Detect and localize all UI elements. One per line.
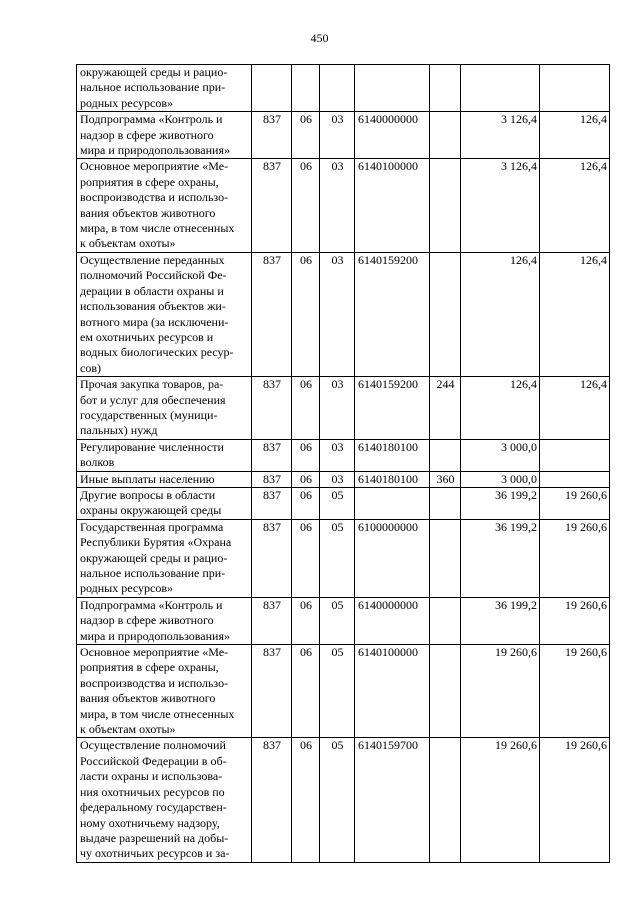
cell-amount-subvention bbox=[540, 471, 610, 487]
cell-admin-code: 837 bbox=[252, 738, 292, 862]
cell-target-article: 6140000000 bbox=[355, 597, 430, 644]
table-row bbox=[77, 471, 610, 487]
cell-name: Подпрограмма «Контроль и надзор в сфере животного мира и природопользования» bbox=[77, 597, 252, 644]
cell-admin-code: 837 bbox=[252, 252, 292, 376]
cell-amount-total: 36 199,2 bbox=[461, 519, 540, 597]
cell-subsection: 05 bbox=[320, 597, 355, 644]
table-body bbox=[77, 65, 610, 863]
cell-admin-code: 837 bbox=[252, 377, 292, 440]
cell-name: Осуществление переданных полномочий Российской Фе- дерации в области охраны и использования объектов жи- вотного мира (за исключени- ем охотничьих ресурсов и водных биологических ресур- сов) bbox=[77, 252, 252, 376]
cell-amount-subvention: 19 260,6 bbox=[540, 738, 610, 862]
page-number: 450 bbox=[310, 31, 329, 45]
cell-expense-type bbox=[430, 439, 461, 471]
cell-expense-type bbox=[430, 252, 461, 376]
cell-expense-type bbox=[430, 112, 461, 159]
cell-section: 06 bbox=[292, 471, 320, 487]
cell-name: Основное мероприятие «Ме- роприятия в сфере охраны, воспроизводства и использо- вания объектов животного мира, в том числе отнесенных к объектам охоты» bbox=[77, 645, 252, 738]
cell-section: 06 bbox=[292, 112, 320, 159]
cell-expense-type bbox=[430, 159, 461, 252]
cell-subsection: 05 bbox=[320, 519, 355, 597]
cell-expense-type bbox=[430, 597, 461, 644]
cell-section: 06 bbox=[292, 519, 320, 597]
cell-amount-subvention: 19 260,6 bbox=[540, 597, 610, 644]
cell-target-article: 6140159200 bbox=[355, 377, 430, 440]
cell-section: 06 bbox=[292, 645, 320, 738]
table-row bbox=[77, 519, 610, 597]
cell-amount-total bbox=[461, 65, 540, 112]
cell-expense-type bbox=[430, 519, 461, 597]
cell-amount-subvention: 126,4 bbox=[540, 377, 610, 440]
table-row bbox=[77, 597, 610, 644]
cell-subsection: 03 bbox=[320, 252, 355, 376]
cell-amount-total: 3 126,4 bbox=[461, 112, 540, 159]
cell-admin-code: 837 bbox=[252, 597, 292, 644]
cell-admin-code: 837 bbox=[252, 439, 292, 471]
cell-subsection: 03 bbox=[320, 439, 355, 471]
cell-admin-code: 837 bbox=[252, 112, 292, 159]
cell-target-article: 6140159200 bbox=[355, 252, 430, 376]
cell-target-article: 6140159700 bbox=[355, 738, 430, 862]
cell-amount-subvention: 126,4 bbox=[540, 252, 610, 376]
cell-section: 06 bbox=[292, 439, 320, 471]
cell-admin-code: 837 bbox=[252, 159, 292, 252]
cell-name: Подпрограмма «Контроль и надзор в сфере животного мира и природопользования» bbox=[77, 112, 252, 159]
cell-name: окружающей среды и рацио- нальное использование при- родных ресурсов» bbox=[77, 65, 252, 112]
cell-admin-code: 837 bbox=[252, 471, 292, 487]
cell-amount-subvention: 19 260,6 bbox=[540, 645, 610, 738]
cell-amount-subvention: 19 260,6 bbox=[540, 519, 610, 597]
cell-subsection: 03 bbox=[320, 159, 355, 252]
table-row bbox=[77, 487, 610, 519]
cell-subsection: 03 bbox=[320, 112, 355, 159]
cell-target-article: 6140100000 bbox=[355, 159, 430, 252]
cell-subsection: 05 bbox=[320, 738, 355, 862]
table-row bbox=[77, 112, 610, 159]
cell-expense-type: 244 bbox=[430, 377, 461, 440]
cell-section bbox=[292, 65, 320, 112]
budget-table bbox=[76, 64, 610, 863]
table-row bbox=[77, 159, 610, 252]
cell-target-article: 6140100000 bbox=[355, 645, 430, 738]
cell-amount-total: 3 000,0 bbox=[461, 439, 540, 471]
cell-target-article: 6140180100 bbox=[355, 439, 430, 471]
cell-target-article: 6140000000 bbox=[355, 112, 430, 159]
table-row bbox=[77, 645, 610, 738]
cell-amount-subvention bbox=[540, 65, 610, 112]
cell-section: 06 bbox=[292, 377, 320, 440]
cell-subsection: 03 bbox=[320, 377, 355, 440]
cell-name: Другие вопросы в области охраны окружающей среды bbox=[77, 487, 252, 519]
cell-amount-subvention: 126,4 bbox=[540, 112, 610, 159]
table-row bbox=[77, 65, 610, 112]
cell-admin-code: 837 bbox=[252, 519, 292, 597]
cell-name: Государственная программа Республики Бурятия «Охрана окружающей среды и рацио- нальное использование при- родных ресурсов» bbox=[77, 519, 252, 597]
cell-expense-type bbox=[430, 738, 461, 862]
cell-expense-type bbox=[430, 487, 461, 519]
cell-expense-type bbox=[430, 645, 461, 738]
cell-subsection: 03 bbox=[320, 471, 355, 487]
cell-name: Основное мероприятие «Ме- роприятия в сфере охраны, воспроизводства и использо- вания объектов животного мира, в том числе отнесенных к объектам охоты» bbox=[77, 159, 252, 252]
cell-admin-code bbox=[252, 65, 292, 112]
cell-section: 06 bbox=[292, 738, 320, 862]
cell-subsection: 05 bbox=[320, 487, 355, 519]
cell-amount-total: 126,4 bbox=[461, 377, 540, 440]
cell-name: Осуществление полномочий Российской Федерации в об- ласти охраны и использова- ния охотничьих ресурсов по федеральному государствен- ному охотничьему надзору, выдаче разрешений на добы- чу охотничьих ресурсов и за- bbox=[77, 738, 252, 862]
cell-target-article bbox=[355, 487, 430, 519]
cell-amount-subvention: 126,4 bbox=[540, 159, 610, 252]
table-row bbox=[77, 252, 610, 376]
cell-name: Регулирование численности волков bbox=[77, 439, 252, 471]
cell-section: 06 bbox=[292, 159, 320, 252]
cell-subsection bbox=[320, 65, 355, 112]
cell-amount-total: 19 260,6 bbox=[461, 645, 540, 738]
cell-amount-total: 3 126,4 bbox=[461, 159, 540, 252]
cell-section: 06 bbox=[292, 487, 320, 519]
cell-admin-code: 837 bbox=[252, 645, 292, 738]
cell-amount-total: 126,4 bbox=[461, 252, 540, 376]
cell-name: Иные выплаты населению bbox=[77, 471, 252, 487]
cell-amount-subvention: 19 260,6 bbox=[540, 487, 610, 519]
cell-admin-code: 837 bbox=[252, 487, 292, 519]
cell-section: 06 bbox=[292, 597, 320, 644]
cell-expense-type bbox=[430, 65, 461, 112]
cell-target-article bbox=[355, 65, 430, 112]
cell-amount-total: 36 199,2 bbox=[461, 487, 540, 519]
cell-amount-total: 36 199,2 bbox=[461, 597, 540, 644]
table-row bbox=[77, 439, 610, 471]
table-row bbox=[77, 377, 610, 440]
table-row bbox=[77, 738, 610, 862]
cell-target-article: 6140180100 bbox=[355, 471, 430, 487]
cell-amount-total: 19 260,6 bbox=[461, 738, 540, 862]
cell-section: 06 bbox=[292, 252, 320, 376]
cell-amount-total: 3 000,0 bbox=[461, 471, 540, 487]
cell-name: Прочая закупка товаров, ра- бот и услуг для обеспечения государственных (муници- пальных) нужд bbox=[77, 377, 252, 440]
cell-expense-type: 360 bbox=[430, 471, 461, 487]
cell-subsection: 05 bbox=[320, 645, 355, 738]
cell-target-article: 6100000000 bbox=[355, 519, 430, 597]
cell-amount-subvention bbox=[540, 439, 610, 471]
